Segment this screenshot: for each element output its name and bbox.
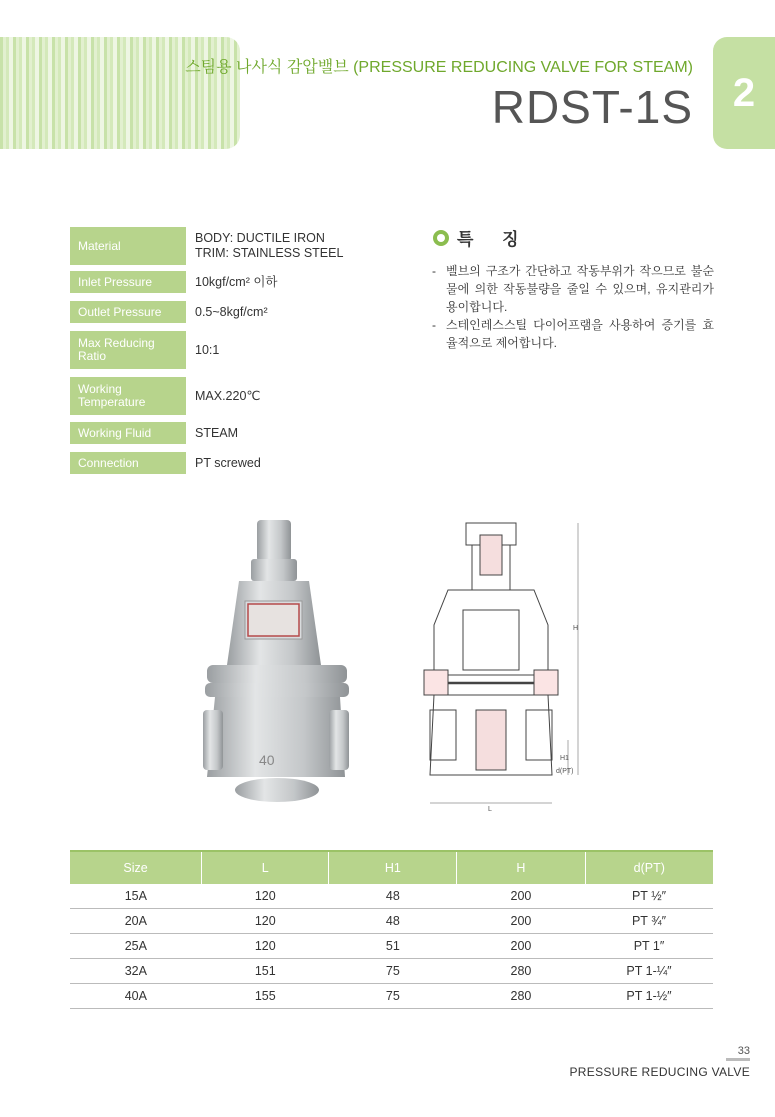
table-cell: 120 [202,934,329,959]
table-cell: 120 [202,909,329,934]
table-cell: 48 [329,884,457,909]
table-cell: PT 1″ [585,934,713,959]
table-cell: 200 [457,934,585,959]
column-header-l: L [202,851,329,884]
table-cell: 280 [457,984,585,1009]
table-cell: PT 1-¼″ [585,959,713,984]
spec-label: Outlet Pressure [70,301,186,323]
spec-row-max-reducing-ratio [70,331,370,369]
spec-row-inlet-pressure [70,271,370,293]
table-cell: 155 [202,984,329,1009]
feature-item: - 스테인레스스틸 다이어프램을 사용하여 증기를 효율적으로 제어합니다. [432,316,714,352]
spec-row-connection [70,452,370,474]
spec-label: Working Fluid [70,422,186,444]
spec-value: 10kgf/cm² 이하 [195,274,278,289]
spec-label: Inlet Pressure [70,271,186,293]
valve-photo [195,515,360,810]
chapter-tab [713,37,775,149]
page-number: 33 [737,1045,750,1057]
spec-value: MAX.220℃ [195,388,261,403]
table-cell: 151 [202,959,329,984]
column-header-h: H [457,851,585,884]
table-row [70,884,713,909]
table-cell: 75 [329,984,457,1009]
spec-row-outlet-pressure [70,301,370,323]
table-cell: 48 [329,909,457,934]
table-cell: 120 [202,884,329,909]
cross-section-drawing [418,515,583,815]
spec-label: Connection [70,452,186,474]
dimension-label-l: L [488,806,492,813]
table-cell: 15A [70,884,202,909]
spec-row-working-fluid [70,422,370,444]
spec-value [195,227,343,265]
table-cell: 75 [329,959,457,984]
spec-value: PT screwed [195,455,261,470]
table-cell: 200 [457,884,585,909]
chapter-number: 2 [732,71,756,115]
table-cell: 32A [70,959,202,984]
table-cell: 51 [329,934,457,959]
table-row [70,984,713,1009]
table-header-row [70,851,713,884]
table-cell: 40A [70,984,202,1009]
column-header-h1: H1 [329,851,457,884]
table-cell: 280 [457,959,585,984]
spec-value-line: TRIM: STAINLESS STEEL [195,246,344,260]
table-cell: 200 [457,909,585,934]
spec-value: 10:1 [195,342,220,357]
spec-row-material [70,227,370,265]
page-number-divider [726,1058,750,1061]
features-heading [433,225,531,250]
dimension-table [70,850,713,1009]
spec-label [70,377,186,415]
spec-value: STEAM [195,425,239,440]
feature-item: - 벨브의 구조가 간단하고 작동부위가 작으므로 불순물에 의한 작동불량을 줄일 수 있으며, 유지관리가 용이합니다. [432,262,714,316]
spec-label-line: Max Reducing [78,336,155,350]
table-cell: PT 1-½″ [585,984,713,1009]
spec-value-line: BODY: DUCTILE IRON [195,231,325,245]
column-header-d: d(PT) [585,851,713,884]
spec-label: Material [70,227,186,265]
dimension-label-h1: H1 [560,755,569,762]
table-cell: PT ½″ [585,884,713,909]
dimension-label-h: H [573,625,579,632]
table-row [70,909,713,934]
features-list [432,262,714,352]
spec-label-line: Working [78,382,122,396]
table-cell: 25A [70,934,202,959]
bullet-circle-icon [433,230,449,246]
photo-size-label: 40 [259,752,275,768]
table-row [70,934,713,959]
model-title: RDST-1S [491,81,693,133]
spec-label-line: Temperature [78,395,146,409]
spec-row-working-temperature [70,377,370,415]
table-cell: PT ¾″ [585,909,713,934]
dimension-label-d: d(PT) [556,768,574,775]
spec-value: 0.5~8kgf/cm² [195,304,268,319]
footer-title: PRESSURE REDUCING VALVE [569,1065,750,1079]
spec-label [70,331,186,369]
features-title: 특 징 [457,230,531,249]
product-subtitle: 스팀용 나사식 감압밸브 (PRESSURE REDUCING VALVE FOR STEAM) [185,59,693,76]
spec-label-line: Ratio [78,349,107,363]
column-header-size: Size [70,851,202,884]
table-cell: 20A [70,909,202,934]
table-row [70,959,713,984]
